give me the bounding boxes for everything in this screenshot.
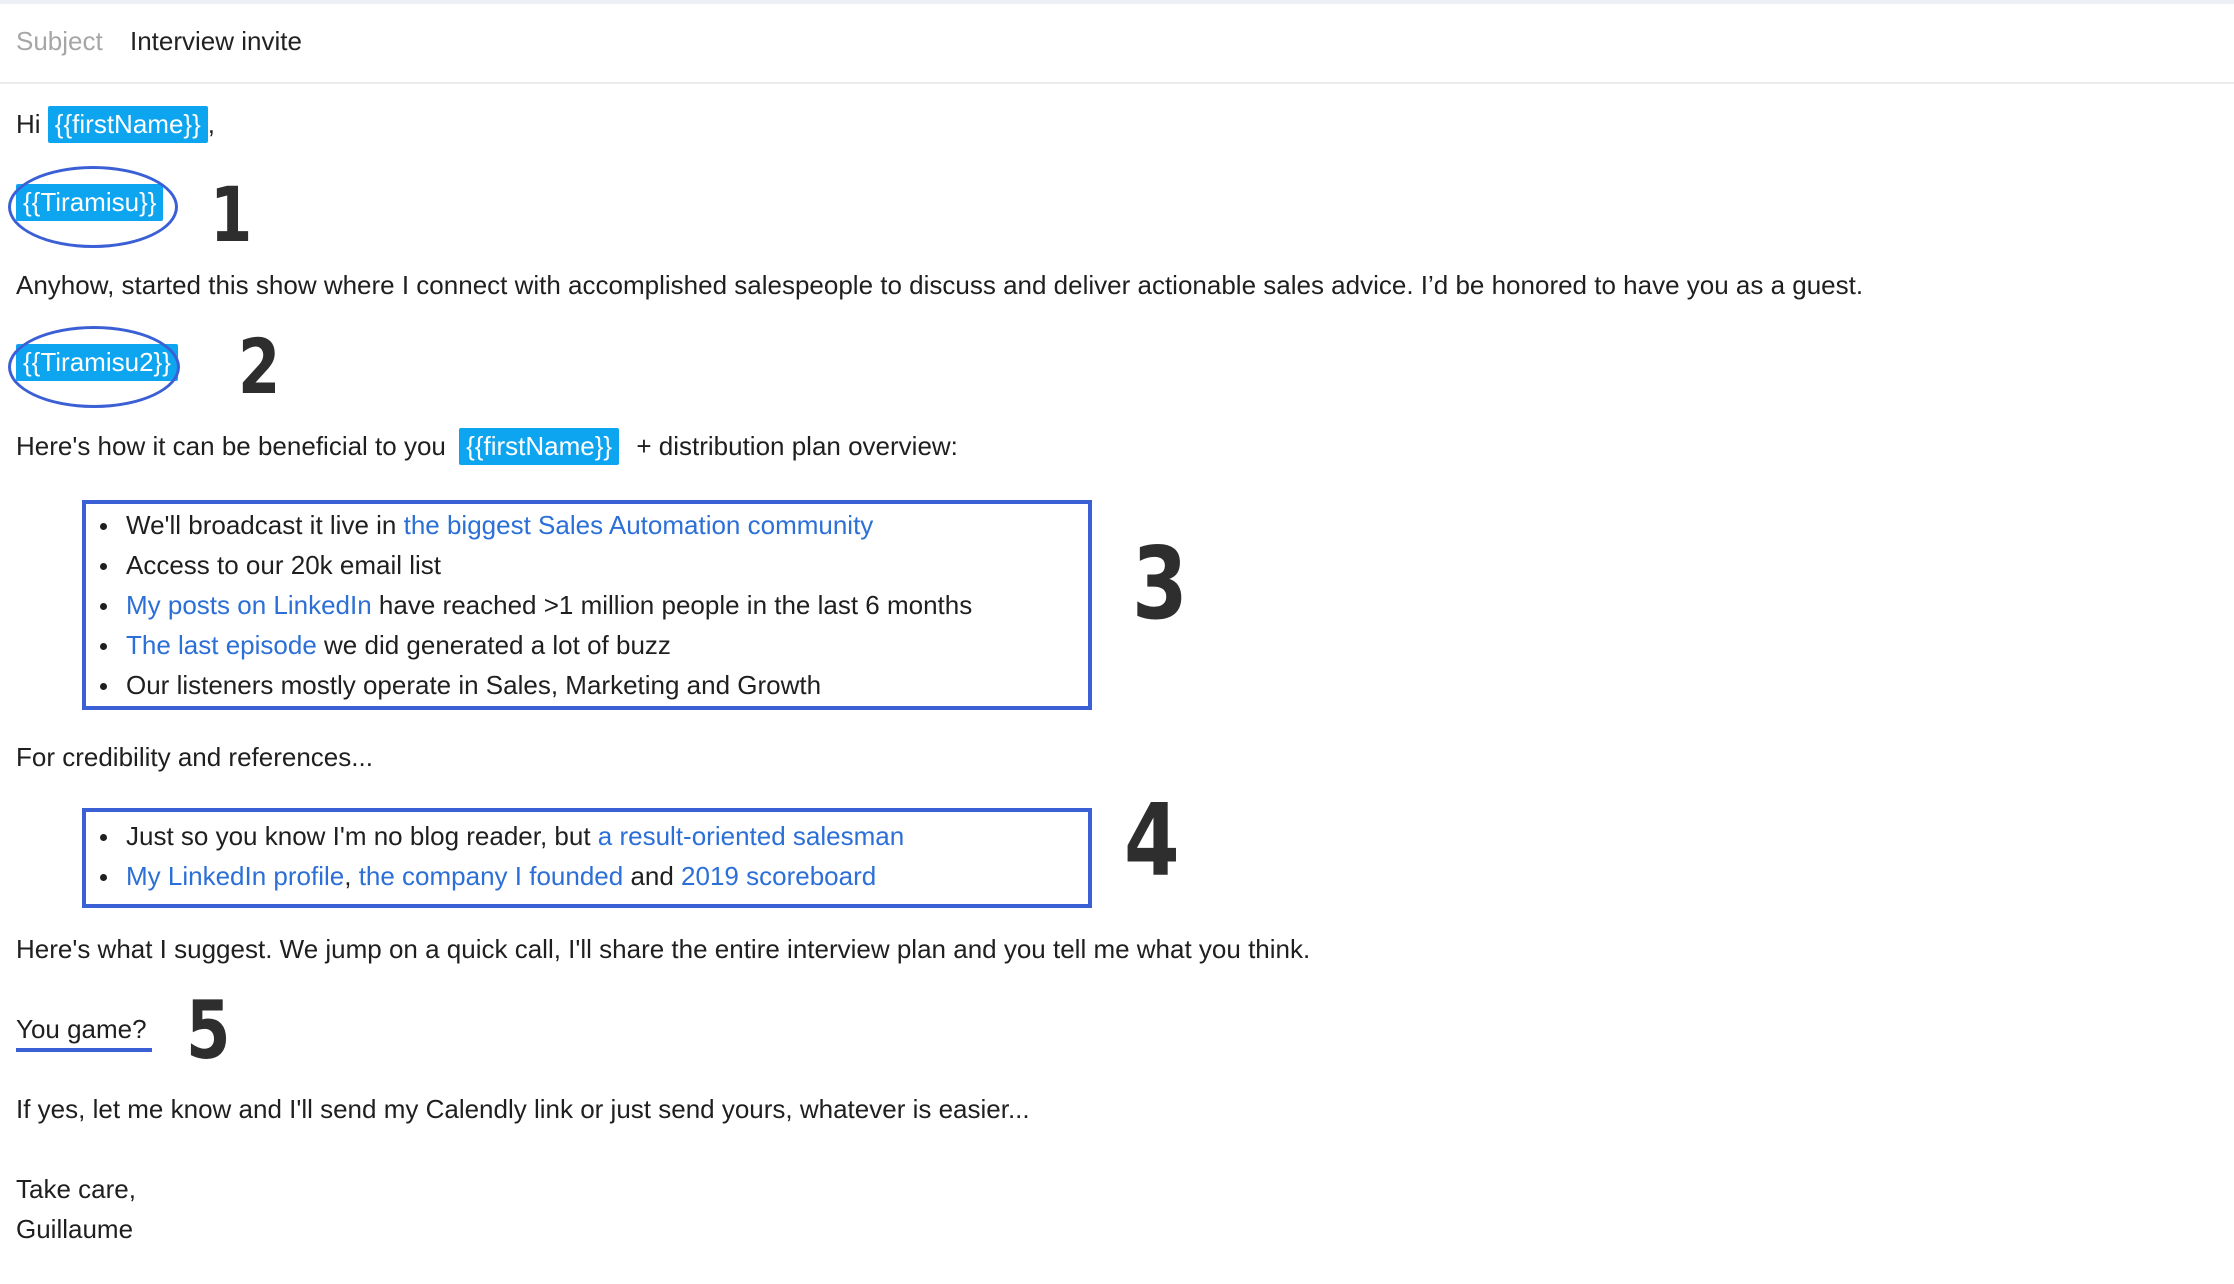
list-item: The last episode we did generated a lot of buzz [94,625,972,665]
linkedin-profile-link[interactable]: My LinkedIn profile [126,861,345,891]
benefits-intro-line [16,428,958,465]
greeting-suffix: , [207,109,216,139]
list-item: Access to our 20k email list [94,545,972,585]
list-item: My posts on LinkedIn have reached >1 million people in the last 6 months [94,585,972,625]
signature-line: Guillaume [16,1214,134,1244]
signoff-line: Take care, [16,1174,136,1204]
company-founded-link[interactable]: the company I founded [358,861,624,891]
benefits-list [94,505,972,705]
greeting-prefix: Hi [16,109,41,139]
cta-underline [16,1048,152,1052]
subject-row[interactable] [0,4,2234,84]
list-item: Our listeners mostly operate in Sales, Marketing and Growth [94,665,972,705]
sales-automation-community-link[interactable]: the biggest Sales Automation community [403,510,874,540]
list-item: Just so you know I'm no blog reader, but a result-oriented salesman [94,816,904,856]
firstname-variable-tag[interactable]: {{firstName}} [48,106,208,143]
tiramisu-line [16,184,163,221]
scoreboard-2019-link[interactable]: 2019 scoreboard [681,861,877,891]
annotation-number-4: 4 [1124,782,1180,899]
references-list [94,816,904,896]
tiramisu2-variable-tag[interactable]: {{Tiramisu2}} [16,344,178,381]
linkedin-posts-link[interactable]: My posts on LinkedIn [126,590,372,620]
followup-paragraph: If yes, let me know and I'll send my Calendly link or just send yours, whatever is easier... [16,1094,1030,1124]
tiramisu2-line [16,344,178,381]
list-item: We'll broadcast it live in the biggest Sales Automation community [94,505,972,545]
intro-paragraph: Anyhow, started this show where I connect with accomplished salespeople to discuss and deliver actionable sales advice. I’d be honored to have you as a guest. [16,270,1864,300]
annotation-number-3: 3 [1132,525,1188,642]
firstname-variable-tag-2[interactable]: {{firstName}} [459,428,619,465]
list-item: My LinkedIn profile, the company I founded and 2019 scoreboard [94,856,904,896]
suggest-paragraph: Here's what I suggest. We jump on a quick call, I'll share the entire interview plan and you tell me what you think. [16,934,1311,964]
greeting-line [16,106,215,143]
credibility-line: For credibility and references... [16,742,373,772]
annotation-number-1: 1 [210,170,253,259]
last-episode-link[interactable]: The last episode [126,630,317,660]
benefits-suffix: + distribution plan overview: [636,431,958,461]
result-oriented-salesman-link[interactable]: a result-oriented salesman [597,821,905,851]
tiramisu-variable-tag[interactable]: {{Tiramisu}} [16,184,163,221]
cta-line: You game? [16,1014,147,1044]
annotation-number-5: 5 [186,984,231,1077]
benefits-prefix: Here's how it can be beneficial to you [16,431,446,461]
subject-input[interactable]: Interview invite [130,26,302,56]
annotation-number-2: 2 [238,322,281,411]
subject-label: Subject [16,26,103,56]
